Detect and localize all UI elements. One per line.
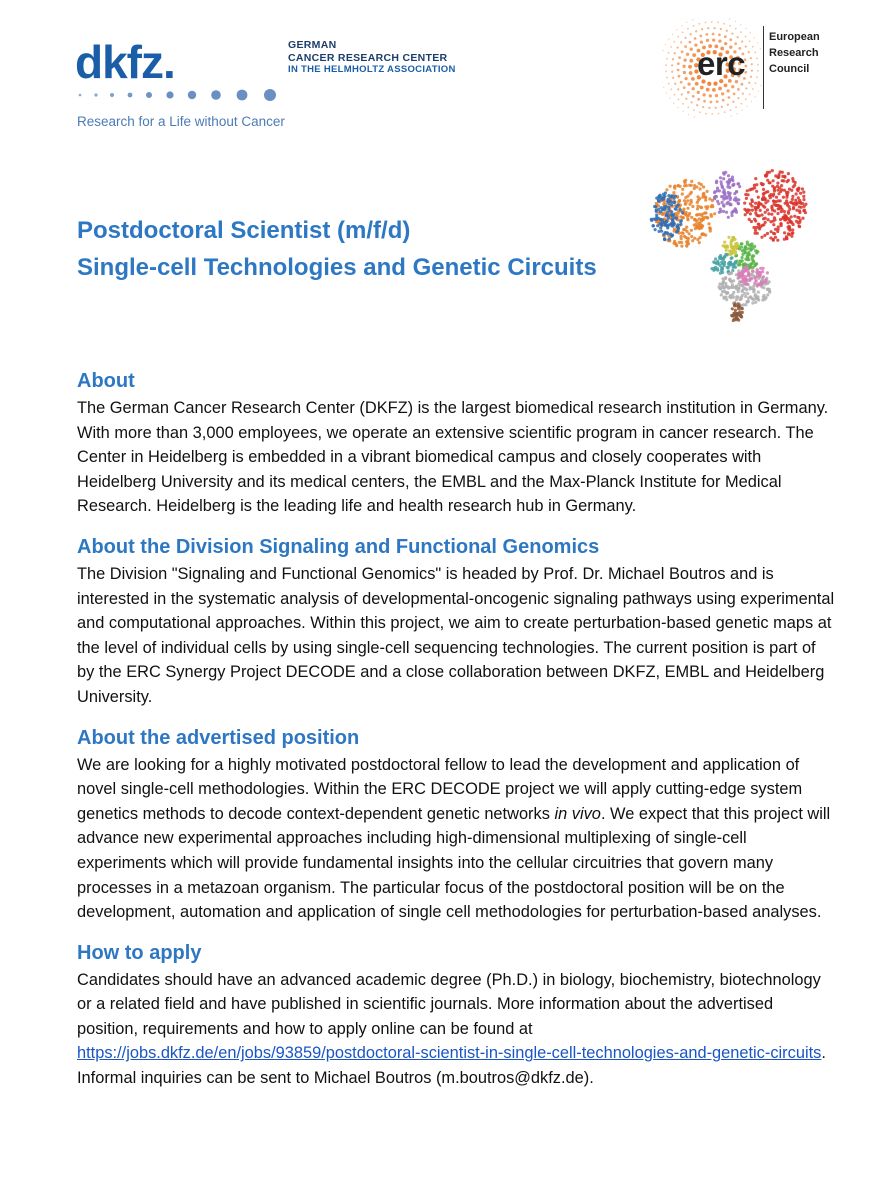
section-apply-text [77,968,837,1091]
page-title-line1: Postdoctoral Scientist (m/f/d) [77,217,411,244]
dkfz-name-line2: CANCER RESEARCH CENTER [288,51,448,64]
dkfz-name [288,39,456,77]
dkfz-tagline: Research for a Life without Cancer [77,114,285,129]
section-about-heading: About [77,370,135,392]
job-description [77,366,837,1104]
section-about-text: The German Cancer Research Center (DKFZ) is the largest biomedical research institution in Germany. With more than 3,000 employees, we operate an extensive scientific program in cancer research. The Center in Heidelberg is embedded in a vibrant biomedical campus and closely cooperates with Heidelberg University and its medical centers, the EMBL and the Max-Planck Institute for Medical Research. Heidelberg is the leading life and health research hub in Germany. [77,399,829,516]
erc-wordmark: erc [697,45,746,82]
dkfz-logo [75,36,475,136]
section-apply-heading: How to apply [77,941,202,964]
single-cell-umap-icon [645,168,815,328]
dkfz-wordmark: dkfz. [75,36,175,88]
erc-name-line2: Research [769,47,819,59]
section-position-text [77,753,837,925]
erc-name-line1: European [769,31,820,43]
section-about [77,366,837,519]
erc-name [769,29,820,77]
dkfz-dots-icon [78,85,278,105]
apply-text-part2: . Informal inquiries can be sent to Michael Boutros (m.boutros@dkfz.de). [77,1044,826,1088]
position-text-part2: . We expect that this project will advance new experimental approaches including high-dimensional multiplexing of single-cell experiments which will provide fundamental insights into the cellular circuitries that govern many processes in a metazoan organism. The particular focus of the postdoctoral position will be on the development, automation and application of single cell methodologies for perturbation-based analyses. [77,804,831,922]
section-division-text: The Division "Signaling and Functional Genomics" is headed by Prof. Dr. Michael Boutros and is interested in the systematic analysis of developmental-oncogenic signaling pathways using experimental and computational approaches. Within this project, we aim to create perturbation-based genetic maps at the level of individual cells by using single-cell sequencing technologies. The current position is part of by the ERC Synergy Project DECODE and a close collaboration between DKFZ, EMBL and Heidelberg University. [77,564,835,706]
page-title-line2: Single-cell Technologies and Genetic Circuits [77,254,597,281]
dkfz-name-line1: GERMAN [288,39,337,51]
apply-text-part1: Candidates should have an advanced academic degree (Ph.D.) in biology, biochemistry, biotechnology or a related field and have published in scientific journals. More information about the advertised position, requirements and how to apply online can be found at [77,970,821,1038]
page-title [77,212,597,286]
erc-logo [662,18,862,118]
erc-name-line3: Council [769,63,810,75]
section-division [77,532,837,710]
position-text-part1: We are looking for a highly motivated postdoctoral fellow to lead the development and application of novel single-cell methodologies. Within the ERC DECODE project we will apply cutting-edge system genetics methods to decode context-dependent genetic networks [77,755,803,823]
erc-divider [763,26,764,109]
job-link[interactable]: https://jobs.dkfz.de/en/jobs/93859/postdoctoral-scientist-in-single-cell-technologies-and-genetic-circuits [77,1044,822,1063]
section-position [77,723,837,925]
position-text-italic: in vivo [554,804,601,823]
dkfz-name-line3: IN THE HELMHOLTZ ASSOCIATION [288,64,456,75]
section-apply [77,938,837,1091]
section-division-heading: About the Division Signaling and Functional Genomics [77,535,600,558]
section-position-heading: About the advertised position [77,726,360,749]
